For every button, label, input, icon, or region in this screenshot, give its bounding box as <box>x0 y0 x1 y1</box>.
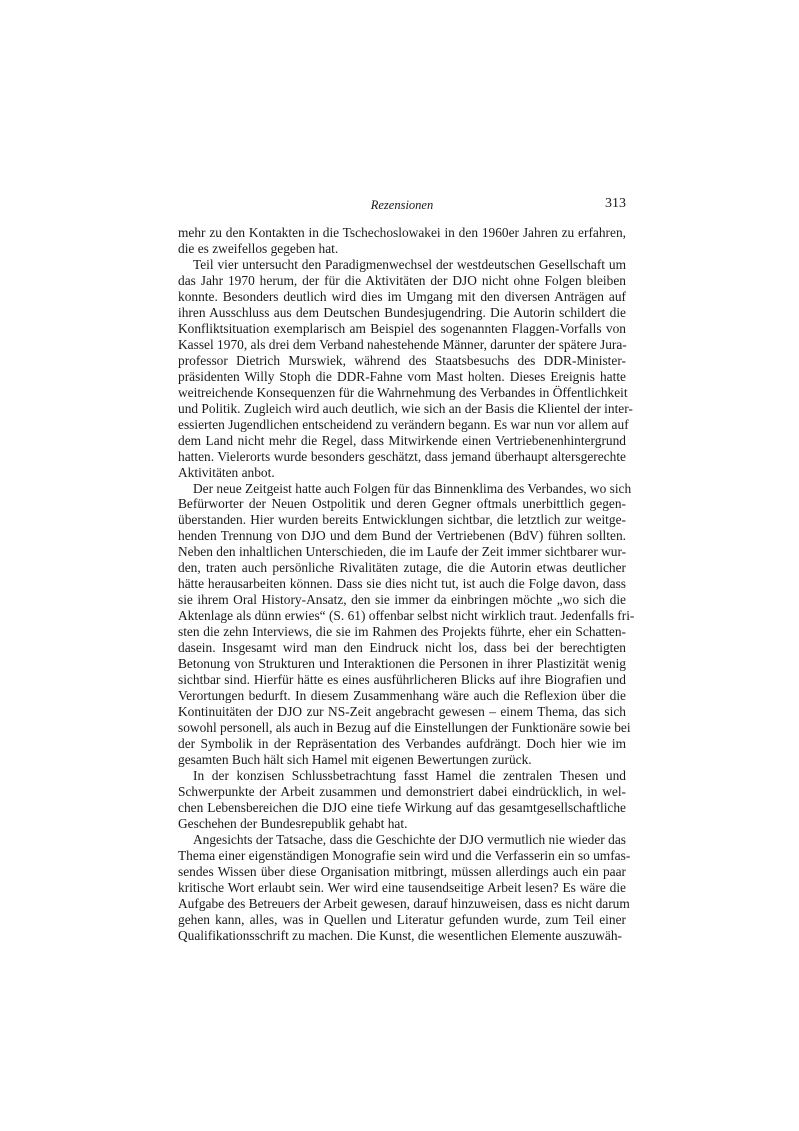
text-line: Angesichts der Tatsache, dass die Geschichte der DJO vermutlich nie wieder das <box>193 831 626 847</box>
text-line: gesamten Buch hält sich Hamel mit eigenen Bewertungen zurück. <box>178 751 532 767</box>
text-line: Aktivitäten anbot. <box>178 464 275 480</box>
text-line: Aktenlage als dünn erwies“ (S. 61) offenbar selbst nicht wirklich traut. Jedenfalls fri- <box>178 608 635 624</box>
text-line: Thema einer eigenständigen Monografie sein wird und die Verfasserin ein so umfas- <box>178 847 631 863</box>
text-line: das Jahr 1970 herum, der für die Aktivitäten der DJO nicht ohne Folgen bleiben <box>178 272 626 288</box>
text-line: gehen kann, alles, was in Quellen und Literatur gefunden wurde, zum Teil einer <box>178 911 626 927</box>
text-line: weitreichende Konsequenzen für die Wahrnehmung des Verbandes in Öffentlichkeit <box>178 384 628 400</box>
text-line: konnte. Besonders deutlich wird dies im Umgang mit den diversen Anträgen auf <box>178 288 626 304</box>
text-line: Der neue Zeitgeist hatte auch Folgen für das Binnenklima des Verbandes, wo sich <box>193 480 632 496</box>
body-text <box>178 225 635 944</box>
text-line: der Symbolik in der Repräsentation des Verbandes aufdrängt. Doch hier wie im <box>178 736 626 751</box>
paragraph <box>178 256 633 481</box>
text-line: Kontinuitäten der DJO zur NS-Zeit angebracht gewesen – einem Thema, das sich <box>178 704 626 720</box>
text-line: Aufgabe des Betreuers der Arbeit gewesen, darauf hinzuweisen, dass es nicht darum <box>178 895 630 911</box>
text-line: Befürworter der Neuen Ostpolitik und deren Gegner oftmals unerbittlich gegen- <box>178 496 626 512</box>
text-line: ihren Ausschluss aus dem Deutschen Bundesjugendring. Die Autorin schildert die <box>178 304 626 320</box>
text-line: In der konzisen Schlussbetrachtung fasst Hamel die zentralen Thesen und <box>193 767 626 783</box>
page-number: 313 <box>605 196 626 211</box>
text-line: professor Dietrich Murswiek, während des Staatsbesuchs des DDR-Minister- <box>178 352 626 368</box>
text-line: sie ihrem Oral History-Ansatz, den sie immer da einbringen möchte „wo sich die <box>178 592 626 608</box>
text-line: überstanden. Hier wurden bereits Entwicklungen sichtbar, die letztlich zur weitge- <box>178 512 626 528</box>
text-line: präsidenten Willy Stoph die DDR-Fahne vom Mast holten. Dieses Ereignis hatte <box>178 368 626 384</box>
text-line: Verortungen bedurft. In diesem Zusammenhang wäre auch die Reflexion über die <box>178 688 626 704</box>
text-line: Konfliktsituation exemplarisch am Beispiel des sogenannten Flaggen-Vorfalls von <box>178 320 626 336</box>
text-line: Geschehen der Bundesrepublik gehabt hat. <box>178 815 408 831</box>
text-line: die es zweifellos gegeben hat. <box>178 240 339 256</box>
text-line: sowohl personell, als auch in Bezug auf die Einstellungen der Funktionäre sowie bei <box>178 720 631 736</box>
text-line: Schwerpunkte der Arbeit zusammen und demonstriert dabei eindrücklich, in wel- <box>178 783 626 799</box>
text-line: und Politik. Zugleich wird auch deutlich, wie sich an der Basis die Klientel der inter- <box>178 400 633 416</box>
text-line: den, traten auch persönliche Rivalitäten zutage, die die Autorin etwas deutlicher <box>178 560 626 576</box>
text-line: Neben den inhaltlichen Unterschieden, die im Laufe der Zeit immer sichtbarer wur- <box>178 544 627 560</box>
text-line: mehr zu den Kontakten in die Tschechoslowakei in den 1960er Jahren zu erfahren, <box>178 225 626 240</box>
paragraph <box>178 480 635 768</box>
paragraph <box>178 831 631 944</box>
text-line: dasein. Insgesamt wird man den Eindruck nicht los, dass bei der berechtigten <box>178 640 626 656</box>
text-line: sten die zehn Interviews, die sie im Rahmen des Projekts führte, eher ein Schatten- <box>178 624 626 640</box>
text-line: Qualifikationsschrift zu machen. Die Kunst, die wesentlichen Elemente auszuwäh- <box>178 927 622 943</box>
text-line: dem Land nicht mehr die Regel, dass Mitwirkende einen Vertriebenenhintergrund <box>178 432 626 448</box>
running-title: Rezensionen <box>370 198 434 212</box>
paragraph <box>178 768 626 832</box>
paragraph <box>178 225 626 257</box>
text-line: Kassel 1970, als drei dem Verband nahestehende Männer, darunter der spätere Jura- <box>178 336 627 352</box>
page-header <box>178 196 626 216</box>
text-line: kritische Wort erlaubt sein. Wer wird eine tausendseitige Arbeit lesen? Es wäre die <box>178 879 626 895</box>
text-line: chen Lebensbereichen die DJO eine tiefe Wirkung auf das gesamtgesellschaftliche <box>178 799 626 815</box>
text-line: essierten Jugendlichen entscheidend zu verändern begann. Es war nun vor allem auf <box>178 416 629 432</box>
text-line: henden Trennung von DJO und dem Bund der Vertriebenen (BdV) führen sollten. <box>178 528 626 544</box>
text-line: hätte herausarbeiten können. Dass sie dies nicht tut, ist auch die Folge davon, dass <box>178 576 626 592</box>
text-line: sichtbar sind. Hierfür hätte es eines ausführlicheren Blicks auf ihre Biografien und <box>178 672 626 688</box>
text-line: Teil vier untersucht den Paradigmenwechsel der westdeutschen Gesellschaft um <box>193 256 626 272</box>
text-line: sendes Wissen über diese Organisation mitbringt, müssen allerdings auch ein paar <box>178 863 626 879</box>
text-line: Betonung von Strukturen und Interaktionen die Personen in ihrer Plastizität wenig <box>178 656 626 672</box>
text-line: hatten. Vielerorts wurde besonders geschätzt, dass jemand überhaupt altersgerechte <box>178 448 626 464</box>
